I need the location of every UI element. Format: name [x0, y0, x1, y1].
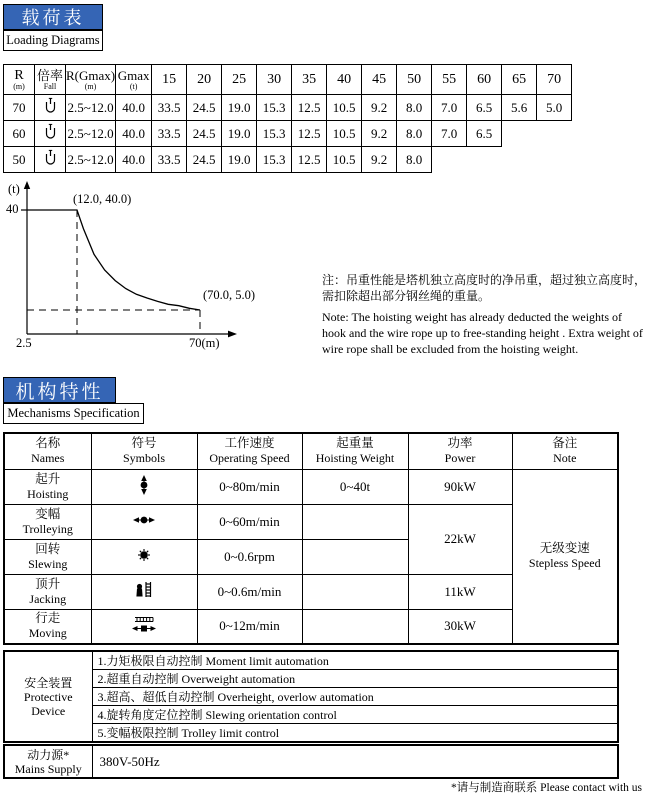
- row-gmax: 40.0: [116, 95, 152, 121]
- slewing-icon: [137, 548, 151, 562]
- row-capacity-value: 8.0: [397, 121, 432, 147]
- protective-item-2: 2.超重自动控制 Overweight automation: [92, 670, 618, 688]
- loading-header-radius: 70: [537, 65, 572, 95]
- protective-item-4: 4.旋转角度定位控制 Slewing orientation control: [92, 706, 618, 724]
- loading-header-radius: 20: [187, 65, 222, 95]
- protective-device-label: 安全装置 Protective Device: [4, 651, 92, 742]
- row-capacity-value: 33.5: [152, 121, 187, 147]
- header-symbols: 符号 Symbols: [91, 433, 197, 469]
- row-capacity-value: 6.5: [467, 95, 502, 121]
- footer-contact-zh: *请与制造商联系: [450, 782, 538, 794]
- fall-symbol-icon: [44, 149, 57, 166]
- chart-x-end-label: 70(m): [189, 336, 220, 350]
- mechanism-speed: 0~12m/min: [197, 609, 302, 644]
- chart-y-tick-40: 40: [6, 202, 19, 216]
- mechanism-power: 30kW: [408, 609, 512, 644]
- mechanism-name: 变幅 Trolleying: [4, 504, 91, 539]
- chart-point-label-max: (12.0, 40.0): [73, 192, 132, 206]
- protective-row: [4, 670, 618, 688]
- row-rgmax-range: 2.5~12.0: [66, 121, 116, 147]
- row-capacity-value: 15.3: [257, 95, 292, 121]
- mechanism-power: 22kW: [408, 504, 512, 574]
- fall-symbol-icon: [44, 123, 57, 140]
- footer-contact-note: [451, 779, 642, 795]
- mechanism-weight: 0~40t: [302, 469, 408, 504]
- row-gmax: 40.0: [116, 121, 152, 147]
- row-capacity-value: 8.0: [397, 95, 432, 121]
- mechanism-name: 回转 Slewing: [4, 539, 91, 574]
- loading-header-radius: 15: [152, 65, 187, 95]
- chart-x-origin-label: 2.5: [16, 336, 32, 350]
- note-english: Note: The hoisting weight has already deducted the weights of hook and the wire rope up to free-standing height . Extra weight of wire rope shall be excluded from the hoisting weight.: [322, 310, 643, 356]
- row-capacity-value: 24.5: [187, 121, 222, 147]
- mechanism-weight: [302, 574, 408, 609]
- loading-header-radius: 65: [502, 65, 537, 95]
- protective-item-1: 1.力矩极限自动控制 Moment limit automation: [92, 651, 618, 670]
- row-capacity-value: 10.5: [327, 121, 362, 147]
- mechanism-weight: [302, 539, 408, 574]
- mechanism-symbol-cell: [91, 609, 197, 644]
- header-power: 功率 Power: [408, 433, 512, 469]
- mains-supply-label: 动力源* Mains Supply: [4, 745, 92, 778]
- mechanism-speed: 0~80m/min: [197, 469, 302, 504]
- row-rgmax-range: 2.5~12.0: [66, 147, 116, 173]
- mains-supply-table: [3, 744, 619, 779]
- protective-row: [4, 651, 618, 670]
- mechanism-symbol-cell: [91, 469, 197, 504]
- row-capacity-value: 7.0: [432, 121, 467, 147]
- row-capacity-value: 33.5: [152, 147, 187, 173]
- mechanism-weight: [302, 504, 408, 539]
- mechanism-weight: [302, 609, 408, 644]
- row-capacity-value: 5.6: [502, 95, 537, 121]
- row-capacity-value: 10.5: [327, 147, 362, 173]
- row-capacity-value: 19.0: [222, 95, 257, 121]
- protective-item-3: 3.超高、超低自动控制 Overheight, overlow automation: [92, 688, 618, 706]
- mechanism-power: 90kW: [408, 469, 512, 504]
- protective-row: [4, 706, 618, 724]
- row-radius: 50: [4, 147, 35, 173]
- header-names: 名称 Names: [4, 433, 91, 469]
- mains-supply-row: [4, 745, 618, 778]
- row-capacity-value: 15.3: [257, 147, 292, 173]
- loading-header-r: R (m): [4, 65, 35, 95]
- row-capacity-value: 19.0: [222, 121, 257, 147]
- row-capacity-value: 19.0: [222, 147, 257, 173]
- row-fall-cell: [35, 121, 66, 147]
- mechanism-row-hoisting: [4, 469, 618, 504]
- row-capacity-value: 9.2: [362, 147, 397, 173]
- loading-header-gmax: Gmax (t): [116, 65, 152, 95]
- header-operating-speed: 工作速度 Operating Speed: [197, 433, 302, 469]
- row-capacity-value: 24.5: [187, 95, 222, 121]
- mechanism-name: 顶升 Jacking: [4, 574, 91, 609]
- row-gmax: 40.0: [116, 147, 152, 173]
- row-rgmax-range: 2.5~12.0: [66, 95, 116, 121]
- loading-table-row: [4, 147, 572, 173]
- row-capacity-value: 12.5: [292, 121, 327, 147]
- loading-header-radius: 60: [467, 65, 502, 95]
- mechanisms-section-title-zh: 机构特性: [3, 377, 116, 403]
- loading-section-title-zh: 载荷表: [3, 4, 103, 30]
- row-radius: 70: [4, 95, 35, 121]
- load-curve-chart: [0, 180, 310, 358]
- mechanism-power: 11kW: [408, 574, 512, 609]
- loading-diagram-table: [3, 64, 572, 173]
- row-capacity-value: 9.2: [362, 95, 397, 121]
- row-fall-cell: [35, 147, 66, 173]
- header-note: 备注 Note: [512, 433, 618, 469]
- loading-header-radius: 35: [292, 65, 327, 95]
- loading-header-rgmax: R(Gmax) (m): [66, 65, 116, 95]
- loading-header-radius: 55: [432, 65, 467, 95]
- row-capacity-value: 15.3: [257, 121, 292, 147]
- jacking-icon: [135, 581, 153, 598]
- chart-point-label-min: (70.0, 5.0): [203, 288, 256, 302]
- footer-contact-en: Please contact with us: [540, 782, 642, 794]
- chart-y-axis-unit: (t): [8, 182, 20, 196]
- mechanisms-header-row: [4, 433, 618, 469]
- row-radius: 60: [4, 121, 35, 147]
- load-curve-canvas: [0, 180, 310, 358]
- trolleying-icon: [133, 514, 155, 526]
- loading-header-radius: 30: [257, 65, 292, 95]
- loading-notes: [322, 272, 648, 357]
- mechanism-symbol-cell: [91, 504, 197, 539]
- loading-header-fall: 倍率 Fall: [35, 65, 66, 95]
- loading-header-radius: 25: [222, 65, 257, 95]
- protective-device-table: [3, 650, 619, 743]
- protective-row: [4, 688, 618, 706]
- mechanism-note-cell: 无级变速 Stepless Speed: [512, 469, 618, 644]
- loading-header-radius: 45: [362, 65, 397, 95]
- row-capacity-value: 24.5: [187, 147, 222, 173]
- mechanism-symbol-cell: [91, 539, 197, 574]
- row-fall-cell: [35, 95, 66, 121]
- row-capacity-value: 12.5: [292, 147, 327, 173]
- protective-row: [4, 724, 618, 743]
- mechanism-speed: 0~60m/min: [197, 504, 302, 539]
- row-capacity-value: 5.0: [537, 95, 572, 121]
- load-curve-line: [27, 210, 200, 310]
- mechanism-symbol-cell: [91, 574, 197, 609]
- row-capacity-value: 33.5: [152, 95, 187, 121]
- loading-header-radius: 40: [327, 65, 362, 95]
- loading-table-header-row: [4, 65, 572, 95]
- row-capacity-value: 7.0: [432, 95, 467, 121]
- mains-supply-value: 380V-50Hz: [92, 745, 618, 778]
- protective-item-5: 5.变幅极限控制 Trolley limit control: [92, 724, 618, 743]
- mechanisms-section-title-en: Mechanisms Specification: [3, 403, 144, 424]
- mechanisms-table: [3, 432, 619, 645]
- header-hoisting-weight: 起重量 Hoisting Weight: [302, 433, 408, 469]
- hoisting-icon: [137, 475, 151, 495]
- loading-section-title-en: Loading Diagrams: [3, 30, 103, 51]
- row-capacity-value: 12.5: [292, 95, 327, 121]
- row-capacity-value: 6.5: [467, 121, 502, 147]
- note-chinese: 注：吊重性能是塔机独立高度时的净吊重，超过独立高度时，需扣除超出部分钢丝绳的重量。: [322, 273, 647, 303]
- loading-header-radius: 50: [397, 65, 432, 95]
- loading-table-row: [4, 95, 572, 121]
- row-capacity-value: 10.5: [327, 95, 362, 121]
- moving-icon: [132, 616, 156, 633]
- mechanism-name: 起升 Hoisting: [4, 469, 91, 504]
- mechanism-speed: 0~0.6m/min: [197, 574, 302, 609]
- row-capacity-value: 9.2: [362, 121, 397, 147]
- mechanism-name: 行走 Moving: [4, 609, 91, 644]
- mechanism-speed: 0~0.6rpm: [197, 539, 302, 574]
- loading-table-row: [4, 121, 572, 147]
- fall-symbol-icon: [44, 97, 57, 114]
- row-capacity-value: 8.0: [397, 147, 432, 173]
